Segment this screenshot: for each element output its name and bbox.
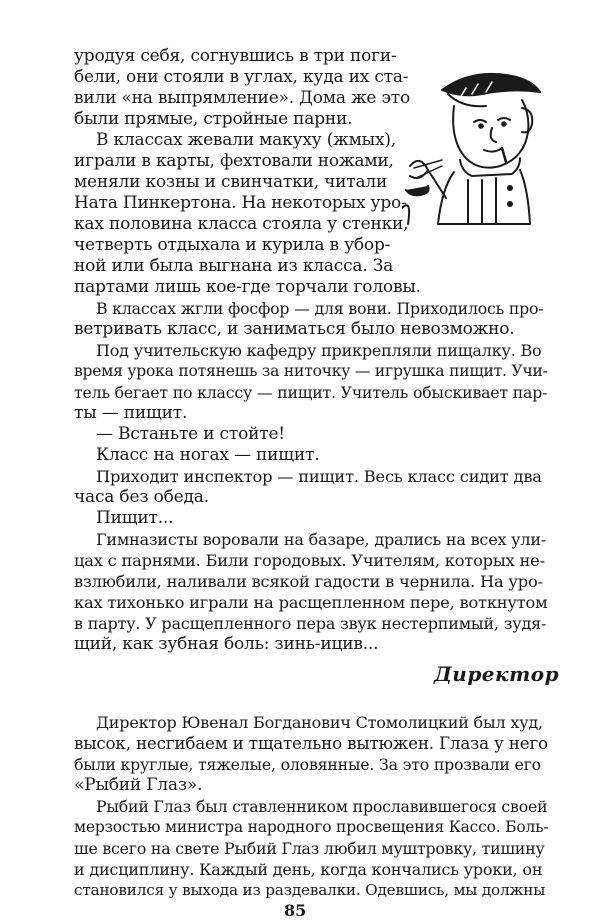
page-number: 85: [284, 901, 307, 920]
text-line: Гимназисты воровали на базаре, дрались на всех ули-: [96, 530, 547, 549]
text-line: Под учительскую кафедру прикрепляли пищалку. Во: [96, 341, 542, 360]
text-line: тель бегает по классу — пищит. Учитель обыскивает пар-: [74, 383, 548, 402]
text-line: часа без обеда.: [74, 487, 209, 507]
text-line: Директор Ювенал Богданович Стомолицкий был худ,: [96, 713, 543, 732]
text-line: Рыбий Глаз был ставленником прославившегося своей: [96, 797, 548, 816]
text-line: в парту. У расщепленного пера звук нестерпимый, зудя-: [74, 614, 547, 633]
text-line: время урока потянешь за ниточку — игрушка пищит. Учи-: [74, 362, 548, 380]
text-line: и дисциплину. Каждый день, когда кончались уроки, он: [74, 860, 543, 879]
text-line: становился у выхода из раздевалки. Одевшись, мы должны: [74, 881, 546, 899]
text-line: играли в карты, фехтовали ножами,: [74, 151, 394, 171]
text-line: ках половина класса стояла у стенки,: [74, 214, 409, 234]
text-line: ках тихонько играли на расщепленном пере, воткнутом: [74, 593, 548, 612]
text-line: были круглые, тяжелые, оловянные. За это прозвали его: [74, 755, 541, 774]
text-line: Ната Пинкертона. На некоторых уро-: [74, 193, 407, 213]
text-line: цах с парнями. Били городовых. Учителям, которых не-: [74, 551, 545, 570]
text-line: четверть отдыхала и курила в убор-: [74, 235, 391, 255]
text-line: Пищит...: [96, 508, 174, 528]
text-line: «Рыбий Глаз».: [74, 775, 203, 795]
text-line: вили «на выпрямление». Дома же это: [74, 88, 411, 108]
text-line: ше всего на свете Рыбий Глаз любил муштровку, тишину: [74, 839, 545, 858]
text-line: В классах жгли фосфор — для вони. Приходилось про-: [96, 299, 544, 318]
text-line: Приходит инспектор — пищит. Весь класс сидит два: [96, 467, 542, 486]
text-line: Класс на ногах — пищит.: [96, 445, 320, 465]
text-line: ты — пищит.: [74, 403, 188, 423]
text-line: взлюбили, наливали всякой гадости в чернила. На уро-: [74, 572, 543, 591]
text-line: ной или была выгнана из класса. За: [74, 256, 394, 276]
text-line: партами лишь кое-где торчали головы.: [74, 277, 421, 297]
text-line: щий, как зубная боль: зинь-ицив...: [74, 634, 379, 654]
text-line: ветривать класс, и заниматься было невозможно.: [74, 319, 515, 339]
text-line: бели, они стояли в углах, куда их ста-: [74, 67, 409, 87]
text-line: — Встаньте и стойте!: [96, 424, 285, 444]
boy-in-cap-illustration: [402, 48, 552, 228]
section-heading: Директор: [434, 662, 560, 686]
text-line: уродуя себя, согнувшись в три поги-: [74, 46, 397, 66]
text-line: высок, несгибаем и тщательно вытюжен. Глаза у него: [74, 733, 548, 753]
text-line: мерзостью министра народного просвещения Кассо. Боль-: [74, 818, 549, 836]
text-line: были прямые, стройные парни.: [74, 109, 353, 129]
text-line: В классах жевали макуху (жмых),: [96, 130, 396, 150]
text-line: меняли козны и свинчатки, читали: [74, 172, 388, 192]
